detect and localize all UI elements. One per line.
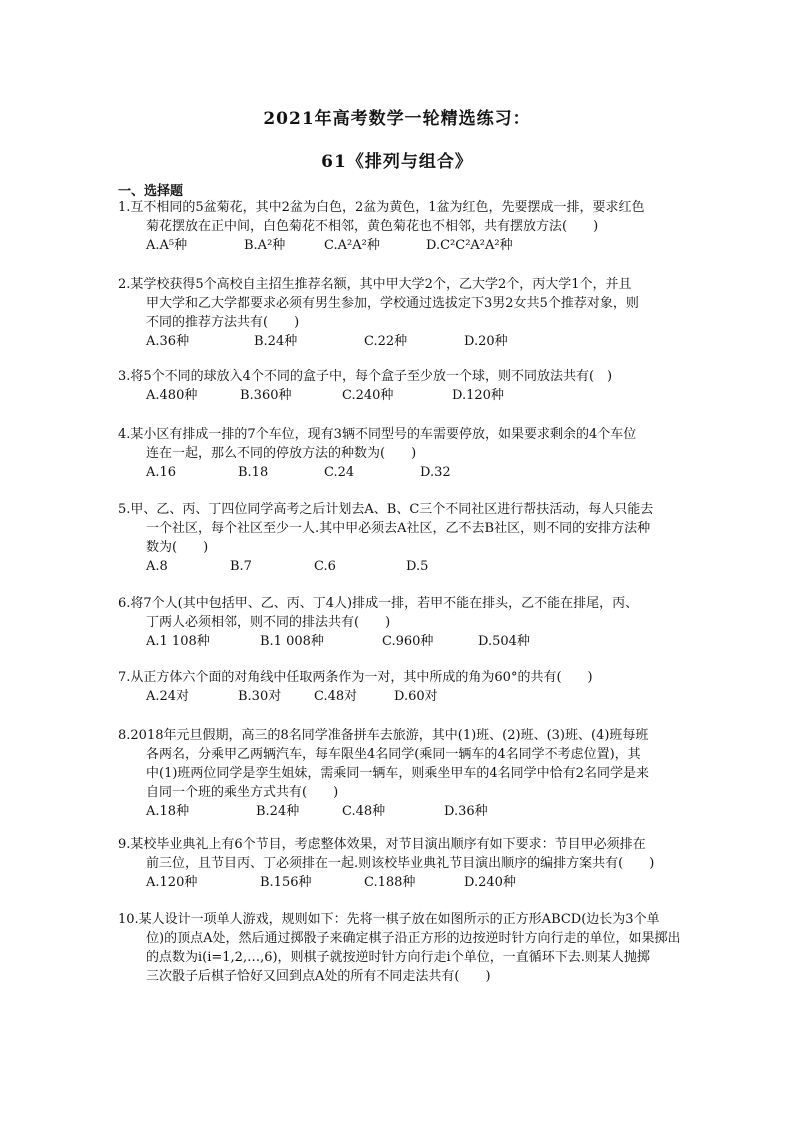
option-b: B.A²种 bbox=[244, 238, 286, 253]
question-9 bbox=[118, 835, 708, 892]
question-text-line: 1.互不相同的5盆菊花，其中2盆为白色，2盆为黄色，1盆为红色，先要摆成一排，要求红色 bbox=[118, 200, 645, 215]
question-text-line: 前三位，且节目丙、丁必须排在一起.则该校毕业典礼节目演出顺序的编排方案共有( ) bbox=[146, 856, 655, 871]
option-d: D.C²C²A²A²种 bbox=[426, 238, 513, 253]
answer-options bbox=[118, 873, 708, 892]
answer-options bbox=[118, 332, 708, 351]
option-a: A.18种 bbox=[146, 804, 190, 819]
option-b: B.156种 bbox=[260, 875, 312, 890]
question-text-line: 丁两人必须相邻，则不同的排法共有( ) bbox=[146, 615, 391, 630]
answer-options bbox=[118, 386, 708, 405]
question-text-line: 6.将7个人(其中包括甲、乙、丙、丁4人)排成一排，若甲不能在排头，乙不能在排尾，丙、 bbox=[118, 596, 639, 611]
question-text-line: 位)的顶点A处，然后通过掷骰子来确定棋子沿正方形的边按逆时针方向行走的单位，如果掷出 bbox=[146, 931, 681, 946]
question-text-line: 3.将5个不同的球放入4个不同的盒子中，每个盒子至少放一个球，则不同放法共有( ) bbox=[118, 369, 613, 384]
question-10 bbox=[118, 910, 708, 986]
option-c: C.48对 bbox=[314, 689, 358, 704]
option-c: C.6 bbox=[314, 559, 336, 574]
answer-options bbox=[118, 687, 708, 706]
option-c: C.24 bbox=[324, 465, 355, 480]
question-text-line: 中(1)班两位同学是孪生姐妹，需乘同一辆车，则乘坐甲车的4名同学中恰有2名同学是来 bbox=[146, 766, 649, 781]
option-b: B.24种 bbox=[256, 804, 300, 819]
option-a: A.1 108种 bbox=[146, 634, 210, 649]
section-heading: 一、选择题 bbox=[118, 184, 184, 199]
option-c: C.48种 bbox=[342, 804, 386, 819]
option-c: C.960种 bbox=[382, 634, 434, 649]
option-b: B.360种 bbox=[240, 388, 292, 403]
option-d: D.32 bbox=[420, 465, 451, 480]
question-3 bbox=[118, 367, 708, 405]
question-6 bbox=[118, 594, 708, 651]
question-7 bbox=[118, 668, 708, 706]
option-d: D.20种 bbox=[464, 334, 508, 349]
option-b: B.30对 bbox=[238, 689, 282, 704]
question-text-line: 2.某学校获得5个高校自主招生推荐名额，其中甲大学2个，乙大学2个，丙大学1个，并且 bbox=[118, 277, 632, 292]
option-c: C.240种 bbox=[342, 388, 394, 403]
question-text-line: 7.从正方体六个面的对角线中任取两条作为一对，其中所成的角为60°的共有( ) bbox=[118, 670, 593, 685]
question-1 bbox=[118, 198, 708, 255]
question-text-line: 8.2018年元旦假期，高三的8名同学准备拼车去旅游，其中(1)班、(2)班、(3)班、(4)班每班 bbox=[118, 728, 649, 743]
question-text-line: 三次骰子后棋子恰好又回到点A处的所有不同走法共有( ) bbox=[146, 969, 491, 984]
option-d: D.120种 bbox=[452, 388, 504, 403]
option-b: B.1 008种 bbox=[260, 634, 324, 649]
answer-options bbox=[118, 236, 708, 255]
option-a: A.120种 bbox=[146, 875, 198, 890]
option-d: D.36种 bbox=[444, 804, 488, 819]
question-text-line: 9.某校毕业典礼上有6个节目，考虑整体效果，对节目演出顺序有如下要求：节目甲必须排在 bbox=[118, 837, 646, 852]
page-title: 2021年高考数学一轮精选练习： bbox=[263, 109, 531, 129]
question-4 bbox=[118, 425, 708, 482]
option-c: C.188种 bbox=[364, 875, 416, 890]
option-b: B.24种 bbox=[254, 334, 298, 349]
question-text-line: 的点数为i(i=1,2,…,6)，则棋子就按逆时针方向行走i个单位，一直循环下去.则某人抛掷 bbox=[146, 950, 650, 965]
question-8 bbox=[118, 726, 708, 821]
option-a: A.A⁵种 bbox=[146, 238, 188, 253]
question-2 bbox=[118, 275, 708, 351]
answer-options bbox=[118, 557, 708, 576]
page-subtitle: 61《排列与组合》 bbox=[321, 152, 473, 172]
question-text-line: 10.某人设计一项单人游戏，规则如下：先将一棋子放在如图所示的正方形ABCD(边长为3个单 bbox=[118, 912, 660, 927]
question-text-line: 甲大学和乙大学都要求必须有男生参加，学校通过选拔定下3男2女共5个推荐对象，则 bbox=[146, 296, 639, 311]
answer-options bbox=[118, 463, 708, 482]
option-a: A.480种 bbox=[146, 388, 198, 403]
option-b: B.18 bbox=[238, 465, 269, 480]
question-text-line: 各两名，分乘甲乙两辆汽车，每车限坐4名同学(乘同一辆车的4名同学不考虑位置)，其 bbox=[146, 747, 641, 762]
option-d: D.240种 bbox=[464, 875, 516, 890]
option-a: A.8 bbox=[146, 559, 168, 574]
answer-options bbox=[118, 802, 708, 821]
question-5 bbox=[118, 500, 708, 576]
answer-options bbox=[118, 632, 708, 651]
option-d: D.5 bbox=[406, 559, 429, 574]
question-text-line: 一个社区，每个社区至少一人.其中甲必须去A社区，乙不去B社区，则不同的安排方法种 bbox=[146, 521, 651, 536]
question-text-line: 连在一起，那么不同的停放方法的种数为( ) bbox=[146, 446, 417, 461]
question-text-line: 数为( ) bbox=[146, 540, 209, 555]
option-b: B.7 bbox=[230, 559, 252, 574]
question-text-line: 5.甲、乙、丙、丁四位同学高考之后计划去A、B、C三个不同社区进行帮扶活动，每人只能去 bbox=[118, 502, 654, 517]
option-c: C.22种 bbox=[364, 334, 408, 349]
question-text-line: 菊花摆放在正中间，白色菊花不相邻，黄色菊花也不相邻，共有摆放方法( ) bbox=[146, 219, 599, 234]
option-d: D.60对 bbox=[394, 689, 438, 704]
question-text-line: 不同的推荐方法共有( ) bbox=[146, 315, 300, 330]
option-a: A.36种 bbox=[146, 334, 190, 349]
option-a: A.16 bbox=[146, 465, 177, 480]
question-text-line: 4.某小区有排成一排的7个车位，现有3辆不同型号的车需要停放，如果要求剩余的4个车位 bbox=[118, 427, 637, 442]
option-d: D.504种 bbox=[478, 634, 530, 649]
question-text-line: 自同一个班的乘坐方式共有( ) bbox=[146, 785, 339, 800]
option-a: A.24对 bbox=[146, 689, 190, 704]
option-c: C.A²A²种 bbox=[324, 238, 380, 253]
